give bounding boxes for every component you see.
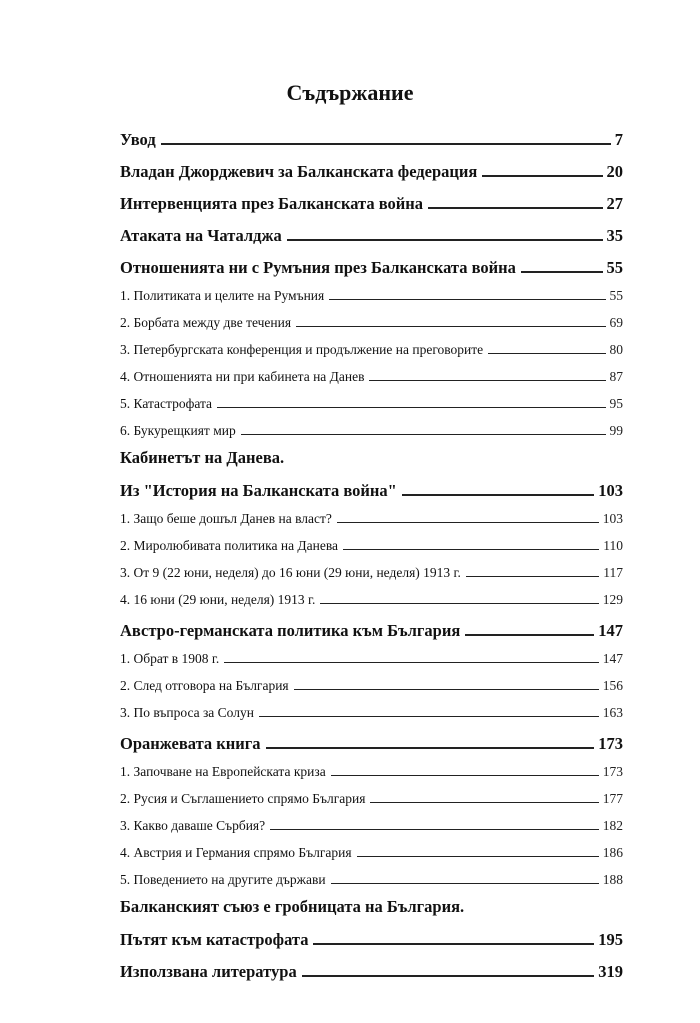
toc-subentry[interactable] — [120, 331, 623, 358]
toc-page-number: 156 — [602, 678, 623, 693]
leader-line — [521, 271, 603, 273]
leader-line — [343, 549, 599, 550]
table-of-contents — [120, 125, 623, 981]
leader-line — [331, 775, 599, 776]
toc-page-number: 186 — [602, 845, 623, 860]
toc-subentry[interactable] — [120, 780, 623, 807]
leader-line — [370, 802, 598, 803]
toc-entry-label: 2. След отговора на България — [120, 678, 289, 693]
toc-page-number: 103 — [598, 481, 623, 500]
toc-page-number: 99 — [609, 423, 623, 438]
leader-line — [161, 143, 611, 145]
toc-entry-label: 6. Букурещкият мир — [120, 423, 236, 438]
leader-line — [259, 716, 599, 717]
toc-entry-label: Използвана литература — [120, 962, 297, 981]
toc-page-number: 129 — [602, 592, 623, 607]
toc-page-number: 182 — [602, 818, 623, 833]
toc-entry-title-line[interactable]: Балканският съюз е гробницата на България. — [120, 897, 465, 916]
toc-entry-orange-book[interactable] — [120, 721, 623, 753]
toc-entry-label: 3. Какво даваше Сърбия? — [120, 818, 266, 833]
toc-entry-label: 3. По въпроса за Солун — [120, 705, 254, 720]
toc-page-number: 163 — [602, 705, 623, 720]
toc-subentry[interactable] — [120, 753, 623, 780]
toc-subentry[interactable] — [120, 554, 623, 581]
toc-entry-chataldzha[interactable] — [120, 213, 623, 245]
toc-page-number: 117 — [603, 565, 623, 580]
toc-entry-label: Атаката на Чаталджа — [120, 226, 282, 245]
toc-subentry[interactable] — [120, 358, 623, 385]
toc-page-number: 7 — [614, 130, 623, 149]
toc-subentry[interactable] — [120, 861, 623, 888]
leader-line — [241, 434, 606, 435]
toc-entry-label: 1. Обрат в 1908 г. — [120, 651, 220, 666]
toc-subentry[interactable] — [120, 277, 623, 304]
leader-line — [320, 603, 598, 604]
toc-subentry[interactable] — [120, 500, 623, 527]
toc-page-number: 188 — [602, 872, 623, 887]
toc-subentry[interactable] — [120, 834, 623, 861]
toc-subentry[interactable] — [120, 640, 623, 667]
leader-line — [369, 380, 605, 381]
toc-page-number: 35 — [606, 226, 623, 245]
toc-page-number: 20 — [606, 162, 623, 181]
leader-line — [329, 299, 605, 300]
toc-entry-label: 5. Катастрофата — [120, 396, 213, 411]
leader-line — [217, 407, 605, 408]
toc-page-number: 95 — [609, 396, 623, 411]
toc-entry-label: 4. Австрия и Германия спрямо България — [120, 845, 352, 860]
toc-entry-romania[interactable] — [120, 245, 623, 277]
leader-line — [466, 576, 599, 577]
toc-entry-label: 2. Миролюбивата политика на Данева — [120, 538, 339, 553]
toc-subentry[interactable] — [120, 304, 623, 331]
toc-page-number: 103 — [602, 511, 623, 526]
toc-entry-djordjevic[interactable] — [120, 149, 623, 181]
toc-entry-label: 2. Борбата между две течения — [120, 315, 292, 330]
toc-entry-label: 5. Поведението на другите държави — [120, 872, 326, 887]
toc-page-number: 173 — [598, 734, 623, 753]
toc-entry-label: 4. 16 юни (29 юни, неделя) 1913 г. — [120, 592, 316, 607]
toc-entry-label: Оранжевата книга — [120, 734, 261, 753]
leader-line — [337, 522, 599, 523]
toc-entry-label: 4. Отношенията ни при кабинета на Данев — [120, 369, 365, 384]
toc-entry-literature[interactable] — [120, 949, 623, 981]
toc-subentry[interactable] — [120, 527, 623, 554]
toc-entry-intro[interactable] — [120, 125, 623, 149]
leader-line — [294, 689, 599, 690]
toc-entry-label: Австро-германската политика към България — [120, 621, 461, 640]
toc-entry-title-line[interactable]: Кабинетът на Данева. — [120, 448, 285, 467]
toc-subentry[interactable] — [120, 412, 623, 439]
toc-subentry[interactable] — [120, 385, 623, 412]
toc-page-number: 69 — [609, 315, 623, 330]
toc-subentry[interactable] — [120, 694, 623, 721]
toc-page-number: 55 — [609, 288, 623, 303]
leader-line — [357, 856, 599, 857]
toc-entry-danev-cabinet[interactable] — [120, 468, 623, 500]
leader-line — [296, 326, 605, 327]
toc-entry-label: Интервенцията през Балканската война — [120, 194, 424, 213]
toc-page-number: 195 — [598, 930, 623, 949]
toc-page-number: 110 — [603, 538, 623, 553]
toc-entry-balkan-union[interactable] — [120, 917, 623, 949]
toc-page-number: 147 — [598, 621, 623, 640]
toc-page-number: 319 — [598, 962, 623, 981]
toc-page-number: 55 — [606, 258, 623, 277]
toc-page-number: 173 — [602, 764, 623, 779]
leader-line — [302, 975, 595, 977]
toc-entry-label: Пътят към катастрофата — [120, 930, 309, 949]
leader-line — [224, 662, 598, 663]
toc-subentry[interactable] — [120, 581, 623, 608]
toc-page-number: 80 — [609, 342, 623, 357]
toc-entry-intervention[interactable] — [120, 181, 623, 213]
toc-page-number: 147 — [602, 651, 623, 666]
toc-entry-label: 1. Започване на Европейската криза — [120, 764, 326, 779]
page-title: Съдържание — [286, 80, 414, 105]
leader-line — [266, 747, 595, 749]
leader-line — [331, 883, 599, 884]
leader-line — [482, 175, 602, 177]
toc-page-number: 87 — [609, 369, 623, 384]
leader-line — [270, 829, 599, 830]
toc-entry-label: 2. Русия и Съглашението спрямо България — [120, 791, 366, 806]
toc-entry-label: 1. Политиката и целите на Румъния — [120, 288, 325, 303]
toc-entry-label: Из "История на Балканската война" — [120, 481, 397, 500]
toc-subentry[interactable] — [120, 667, 623, 694]
toc-entry-label: Увод — [120, 130, 156, 149]
toc-entry-label: 3. От 9 (22 юни, неделя) до 16 юни (29 юни, неделя) 1913 г. — [120, 565, 461, 580]
toc-page-number: 27 — [606, 194, 623, 213]
leader-line — [465, 634, 594, 636]
toc-entry-label: 3. Петербургската конференция и продължение на преговорите — [120, 342, 484, 357]
toc-subentry[interactable] — [120, 807, 623, 834]
toc-page-number: 177 — [602, 791, 623, 806]
leader-line — [313, 943, 594, 945]
leader-line — [488, 353, 605, 354]
toc-entry-label: Отношенията ни с Румъния през Балканската война — [120, 258, 516, 277]
toc-entry-label: Владан Джорджевич за Балканската федерация — [120, 162, 478, 181]
leader-line — [287, 239, 603, 241]
toc-entry-austro-german[interactable] — [120, 608, 623, 640]
leader-line — [428, 207, 602, 209]
leader-line — [402, 494, 594, 496]
toc-entry-label: 1. Защо беше дошъл Данев на власт? — [120, 511, 332, 526]
